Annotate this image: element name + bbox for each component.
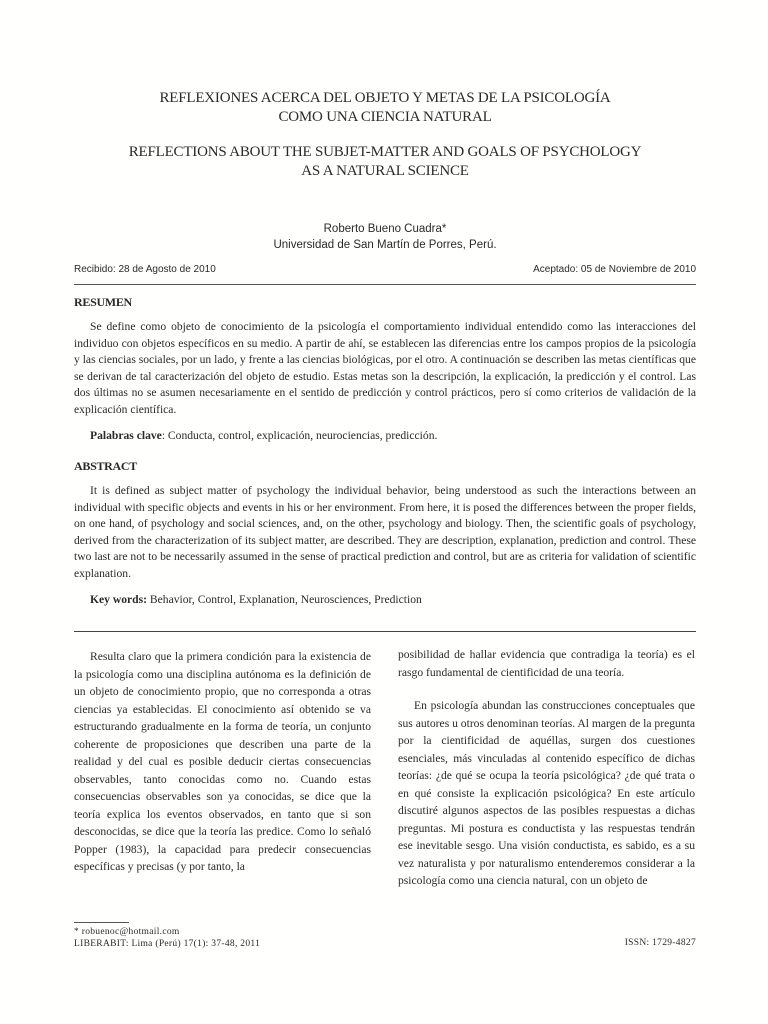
- author-block: [74, 221, 696, 253]
- keywords-english-label: Key words:: [90, 593, 147, 606]
- title-english-line2: AS A NATURAL SCIENCE: [301, 163, 469, 179]
- title-english: [74, 143, 696, 181]
- title-spanish-line2: COMO UNA CIENCIA NATURAL: [278, 109, 492, 125]
- author-name: Roberto Bueno Cuadra*: [323, 223, 447, 235]
- resumen-text: Se define como objeto de conocimiento de la psicología el comportamiento individual entendido como las interacciones del individuo con objetos específicos en su medio. A partir de ahí, se establecen las diferencias entre los campos propios de la psicología y las ciencias sociales, por un lado, y frente a las ciencias biológicas, por el otro. A continuación se describen las metas científicas que se derivan de tal caracterización del objeto de estudio. Estas metas son la descripción, la explicación, la predicción y el control. Las dos últimas no se asumen necesariamente en el sentido de predicción y control prácticos, pero sí como criterios de validación de la explicación científica.: [74, 320, 696, 416]
- resumen-heading: RESUMEN: [74, 295, 132, 309]
- title-english-line1: REFLECTIONS ABOUT THE SUBJET-MATTER AND GOALS OF PSYCHOLOGY: [128, 144, 642, 160]
- body-column-left: [74, 648, 371, 876]
- keywords-spanish: [74, 428, 696, 445]
- body-paragraph: Resulta claro que la primera condición para la existencia de la psicología como una disciplina autónoma es la definición de un objeto de conocimiento propio, que no corresponda a otras ciencias ya establecidas. El conocimiento así obtenido se va estructurando gradualmente en la forma de teoría, un conjunto coherente de proposiciones que describen una parte de la realidad y del cual es posible deducir ciertas consecuencias observables, tanto conocidas como no. Cuando estas consecuencias observables son ya conocidas, se dice que la teoría explica los eventos observados, en tanto que si son desconocidas, se dice que la teoría las predice. Como lo señaló Popper (1983), la capacidad para predecir consecuencias específicas y precisas (y por tanto, la: [74, 650, 371, 873]
- keywords-english-values: Behavior, Control, Explanation, Neurosciences, Prediction: [147, 593, 422, 606]
- received-date: Recibido: 28 de Agosto de 2010: [74, 264, 216, 275]
- body-paragraph-continued: posibilidad de hallar evidencia que contradiga la teoría) es el rasgo fundamental de cientificidad de una teoría.: [398, 648, 695, 679]
- issn: ISSN: 1729-4827: [624, 938, 696, 948]
- keywords-english: [74, 592, 696, 609]
- abstract-text: It is defined as subject matter of psychology the individual behavior, being understood as such the interactions between an individual with specific objects and events in his or her environment. From here, it is posed the differences between the proper fields, on one hand, of psychology and social sciences, and, on the other, psychology and biology. Then, the scientific goals of psychology, derived from the characterization of its subject matter, are described. They are description, explanation, prediction and control. These two last are not to be necessarily assumed in the sense of practical prediction and control, but are as criteria for validation of scientific explanation.: [74, 484, 696, 580]
- title-spanish-line1: REFLEXIONES ACERCA DEL OBJETO Y METAS DE LA PSICOLOGÍA: [159, 90, 611, 106]
- author-email: * robuenoc@hotmail.com: [74, 927, 180, 937]
- title-spanish: [74, 89, 696, 127]
- body-column-right: [398, 646, 695, 890]
- keywords-spanish-label: Palabras clave: [90, 429, 162, 442]
- accepted-date: Aceptado: 05 de Noviembre de 2010: [533, 264, 696, 275]
- footer-left: [74, 926, 260, 950]
- dates-row: [74, 264, 696, 278]
- footnote-divider: [74, 922, 129, 923]
- body-paragraph: En psicología abundan las construcciones conceptuales que sus autores u otros denominan teorías. Al margen de la pregunta por la cientificidad de aquéllas, surgen dos cuestiones esenciales, más vinculadas al contenido específico de dichas teorías: ¿de qué se ocupa la teoría psicológica? ¿de qué trata o en qué consiste la explicación psicológica? En este artículo discutiré algunos aspectos de las posibles respuestas a dichas preguntas. Mi postura es conductista y las respuestas tendrán ese inevitable sesgo. Una visión conductista, es sabido, es a su vez naturalista y por naturalismo entenderemos considerar a la psicología como una ciencia natural, con un objeto de: [398, 699, 695, 887]
- journal-citation: LIBERABIT: Lima (Perú) 17(1): 37-48, 2011: [74, 939, 261, 949]
- header-divider: [74, 284, 696, 285]
- author-affiliation: Universidad de San Martín de Porres, Perú.: [273, 239, 497, 251]
- abstract-heading: ABSTRACT: [74, 459, 137, 473]
- section-divider: [74, 631, 696, 632]
- keywords-spanish-values: : Conducta, control, explicación, neurociencias, predicción.: [161, 429, 438, 442]
